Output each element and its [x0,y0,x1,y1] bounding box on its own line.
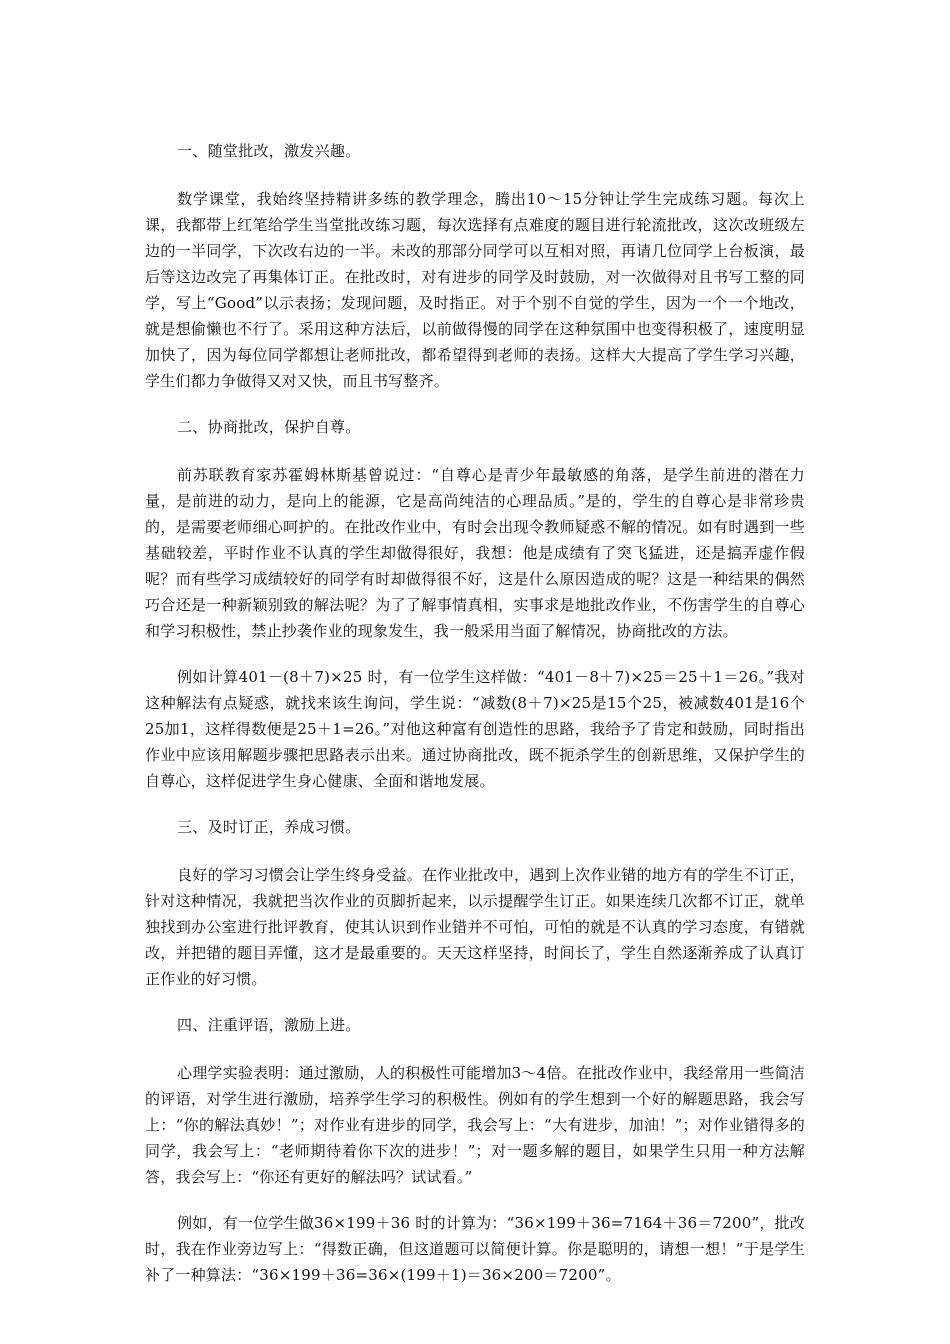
section-3-heading: 三、及时订正，养成习惯。 [177,818,361,836]
section-1-heading: 一、随堂批改，激发兴趣。 [177,142,361,160]
document-body [145,138,805,1308]
section-2-heading: 二、协商批改，保护自尊。 [177,418,361,436]
section-1-paragraph-1: 数学课堂，我始终坚持精讲多练的教学理念，腾出10～15分钟让学生完成练习题。每次上课，我都带上红笔给学生当堂批改练习题，每次选择有点难度的题目进行轮流批改，这次改班级左边的一半同学，下次改右边的一半。未改的那部分同学可以互相对照，再请几位同学上台板演，最后等这边改完了再集体订正。在批改时，对有进步的同学及时鼓励，对一次做得对且书写工整的同学，写上“Good”以示表扬；发现问题，及时指正。对于个别不自觉的学生，因为一个一个地改，就是想偷懒也不行了。采用这种方法后，以前做得慢的同学在这种氛围中也变得积极了，速度明显加快了，因为每位同学都想让老师批改，都希望得到老师的表扬。这样大大提高了学生学习兴趣，学生们都力争做得又对又快，而且书写整齐。 [145,190,805,390]
section-3-paragraph-1: 良好的学习习惯会让学生终身受益。在作业批改中，遇到上次作业错的地方有的学生不订正，针对这种情况，我就把当次作业的页脚折起来，以示提醒学生订正。如果连续几次都不订正，就单独找到办公室进行批评教育，使其认识到作业错并不可怕，可怕的就是不认真的学习态度，有错就改，并把错的题目弄懂，这才是最重要的。天天这样坚持，时间长了，学生自然逐渐养成了认真订正作业的好习惯。 [145,866,805,988]
section-4-paragraph-1: 心理学实验表明：通过激励，人的积极性可能增加3～4倍。在批改作业中，我经常用一些简洁的评语，对学生进行激励，培养学生学习的积极性。例如有的学生想到一个好的解题思路，我会写上：“你的解法真妙！”；对作业有进步的同学，我会写上：“大有进步，加油！”；对作业错得多的同学，我会写上：“老师期待着你下次的进步！”；对一题多解的题目，如果学生只用一种方法解答，我会写上：“你还有更好的解法吗？试试看。” [145,1064,805,1186]
section-2-paragraph-1: 前苏联教育家苏霍姆林斯基曾说过：“自尊心是青少年最敏感的角落，是学生前进的潜在力量，是前进的动力，是向上的能源，它是高尚纯洁的心理品质。”是的，学生的自尊心是非常珍贵的，是需要老师细心呵护的。在批改作业中，有时会出现令教师疑惑不解的情况。如有时遇到一些基础较差，平时作业不认真的学生却做得很好，我想：他是成绩有了突飞猛进，还是搞弄虚作假呢？而有些学习成绩较好的同学有时却做得很不好，这是什么原因造成的呢？这是一种结果的偶然巧合还是一种新颖别致的解法呢？为了了解事情真相，实事求是地批改作业，不伤害学生的自尊心和学习积极性，禁止抄袭作业的现象发生，我一般采用当面了解情况，协商批改的方法。 [145,466,805,640]
section-4-paragraph-2: 例如，有一位学生做36×199＋36 时的计算为：“36×199＋36=7164＋36＝7200”，批改时，我在作业旁边写上：“得数正确，但这道题可以简便计算。你是聪明的，请想一想！”于是学生补了一种算法：“36×199＋36=36×(199＋1)＝36×200＝7200”。 [145,1214,805,1284]
section-2-paragraph-2: 例如计算401－(8＋7)×25 时，有一位学生这样做：“401－8＋7)×25＝25＋1＝26。”我对这种解法有点疑惑，就找来该生询问，学生说：“减数(8＋7)×25是15个25，被减数401是16个25加1，这样得数便是25＋1=26。”对他这种富有创造性的思路，我给予了肯定和鼓励，同时指出作业中应该用解题步骤把思路表示出来。通过协商批改，既不扼杀学生的创新思维，又保护学生的自尊心，这样促进学生身心健康、全面和谐地发展。 [145,668,805,790]
section-4-heading: 四、注重评语，激励上进。 [177,1016,361,1034]
